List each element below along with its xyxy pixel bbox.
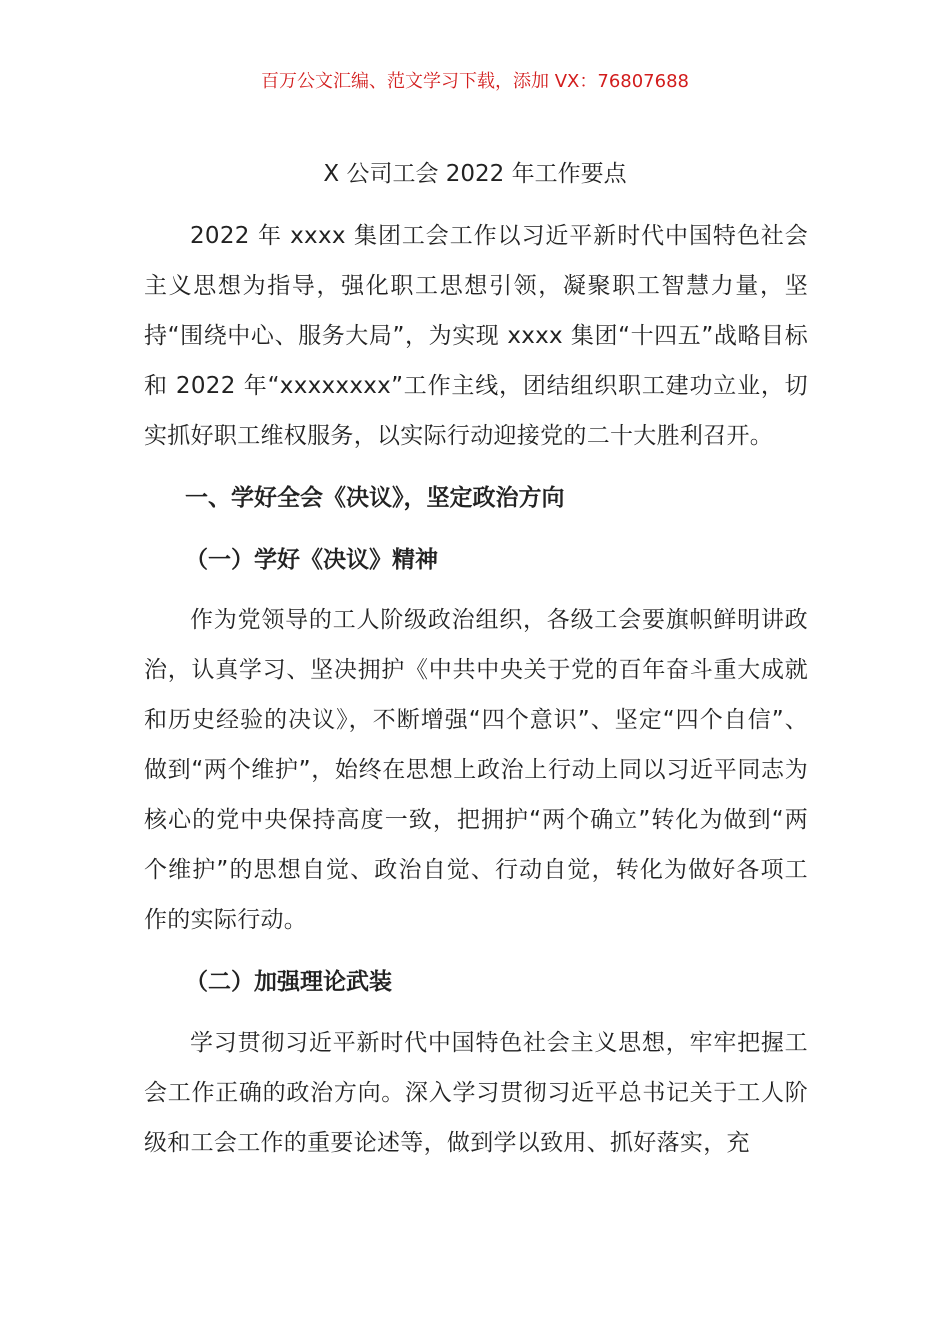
watermark-banner: 百万公文汇编、范文学习下载，添加 VX：76807688 bbox=[261, 71, 689, 92]
subsection-heading-2: （二）加强理论武装 bbox=[185, 969, 392, 995]
intro-paragraph: 2022 年 xxxx 集团工会工作以习近平新时代中国特色社会主义思想为指导，强化职工思想引领，凝聚职工智慧力量，坚持“围绕中心、服务大局”，为实现 xxxx 集团“十四五”战略目标和 2022 年“xxxxxxxx”工作主线，团结组织职工建功立业，切实抓好职工维权服务，以实际行动迎接党的二十大胜利召开。 bbox=[144, 223, 808, 449]
document-title: X 公司工会 2022 年工作要点 bbox=[323, 161, 627, 187]
section-heading-1: 一、学好全会《决议》，坚定政治方向 bbox=[185, 485, 565, 511]
subsection-heading-1: （一）学好《决议》精神 bbox=[185, 547, 438, 573]
subsection-paragraph-1: 作为党领导的工人阶级政治组织，各级工会要旗帜鲜明讲政治，认真学习、坚决拥护《中共中央关于党的百年奋斗重大成就和历史经验的决议》，不断增强“四个意识”、坚定“四个自信”、做到“两个维护”，始终在思想上政治上行动上同以习近平同志为核心的党中央保持高度一致，把拥护“两个确立”转化为做到“两个维护”的思想自觉、政治自觉、行动自觉，转化为做好各项工作的实际行动。 bbox=[144, 607, 808, 933]
subsection-paragraph-2: 学习贯彻习近平新时代中国特色社会主义思想，牢牢把握工会工作正确的政治方向。深入学习贯彻习近平总书记关于工人阶级和工会工作的重要论述等，做到学以致用、抓好落实，充 bbox=[144, 1030, 808, 1156]
